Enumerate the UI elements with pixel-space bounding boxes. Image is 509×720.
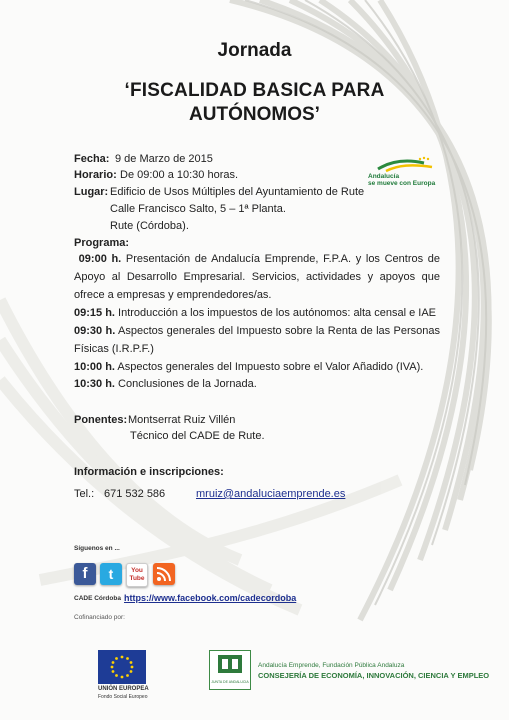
ponentes-label: Ponentes: — [74, 414, 128, 426]
cofinanciado-label: Cofinanciado por: — [74, 614, 125, 621]
andalucia-logo-line2: se mueve con Europa — [368, 180, 436, 187]
programa-item-time: 09:00 h. — [78, 253, 122, 265]
programa-item-time: 09:15 h. — [74, 307, 115, 319]
eu-stars-icon — [98, 650, 146, 684]
programa-label: Programa: — [74, 237, 130, 249]
follow-label: Síguenos en ... — [74, 545, 120, 552]
facebook-icon[interactable]: f — [74, 563, 96, 585]
programa-item-time: 10:00 h. — [74, 361, 115, 373]
programa-item-time: 10:30 h. — [74, 378, 115, 390]
youtube-icon[interactable] — [126, 563, 148, 587]
horario-label: Horario: — [74, 169, 117, 181]
andalucia-logo-line1: Andalucía — [368, 173, 400, 180]
tel-label: Tel.: — [74, 488, 95, 500]
programa-item — [74, 375, 440, 393]
junta-emblem-icon — [210, 651, 250, 679]
lugar-line1: Edificio de Usos Múltiples del Ayuntamiento de Rute — [110, 186, 365, 198]
programa-item — [74, 250, 440, 304]
lugar-line2: Calle Francisco Salto, 5 – 1ª Planta. — [110, 203, 286, 215]
programa-item — [74, 304, 440, 322]
programa-item-text: Conclusiones de la Jornada. — [118, 378, 257, 390]
programa-item-text: Aspectos generales del Impuesto sobre el Valor Añadido (IVA). — [117, 361, 424, 373]
eu-flag-logo — [98, 650, 146, 684]
andalucia-europa-logo — [368, 155, 448, 191]
programa-item-text: Aspectos generales del Impuesto sobre la Renta de las Personas Físicas (I.R.P.F.) — [74, 325, 440, 355]
facebook-page-link[interactable]: https://www.facebook.com/cadecordoba — [124, 593, 297, 603]
twitter-icon[interactable]: t — [100, 563, 122, 585]
email-link[interactable]: mruiz@andaluciaemprende.es — [196, 488, 346, 500]
ponente-role: Técnico del CADE de Rute. — [130, 430, 265, 442]
consejeria-name: CONSEJERÍA DE ECONOMÍA, INNOVACIÓN, CIENCIA Y EMPLEO — [258, 671, 490, 680]
junta-text: JUNTA DE ANDALUCIA — [211, 680, 249, 684]
event-title-line1: ‘FISCALIDAD BASICA PARA — [124, 80, 385, 101]
ponente-name: Montserrat Ruiz Villén — [128, 414, 236, 426]
junta-andalucia-logo — [209, 650, 251, 690]
horario-value: De 09:00 a 10:30 horas. — [120, 169, 239, 181]
event-type-heading: Jornada — [217, 40, 292, 61]
eu-label-line2: Fondo Social Europeo — [98, 694, 148, 700]
eu-label-line1: UNIÓN EUROPEA — [98, 686, 149, 692]
rss-glyph-icon — [153, 563, 175, 585]
rss-icon[interactable] — [153, 563, 175, 585]
lugar-line3: Rute (Córdoba). — [110, 220, 189, 232]
youtube-icon-text: You Tube — [129, 567, 145, 582]
tel-value: 671 532 586 — [104, 488, 166, 500]
cade-label: CADE Córdoba — [74, 595, 121, 602]
event-title-line2: AUTÓNOMOS’ — [189, 104, 320, 125]
programa-item-time: 09:30 h. — [74, 325, 116, 337]
programa-item — [74, 358, 440, 376]
fecha-value: 9 de Marzo de 2015 — [115, 153, 213, 165]
fecha-label: Fecha: — [74, 153, 110, 165]
andalucia-swoosh-icon — [376, 155, 436, 173]
programa-item — [74, 322, 440, 358]
programa-item-text: Introducción a los impuestos de los autónomos: alta censal e IAE — [118, 307, 436, 319]
programa-item-text: Presentación de Andalucía Emprende, F.P.A. y los Centros de Apoyo al Desarrollo Empresarial. Servicios, actividades y apoyos que ofrece a empresas y emprendedores/as. — [74, 253, 441, 301]
lugar-label: Lugar: — [74, 186, 109, 198]
agency-name: Andalucía Emprende, Fundación Pública Andaluza — [258, 662, 405, 669]
info-heading: Información e inscripciones: — [74, 466, 224, 478]
